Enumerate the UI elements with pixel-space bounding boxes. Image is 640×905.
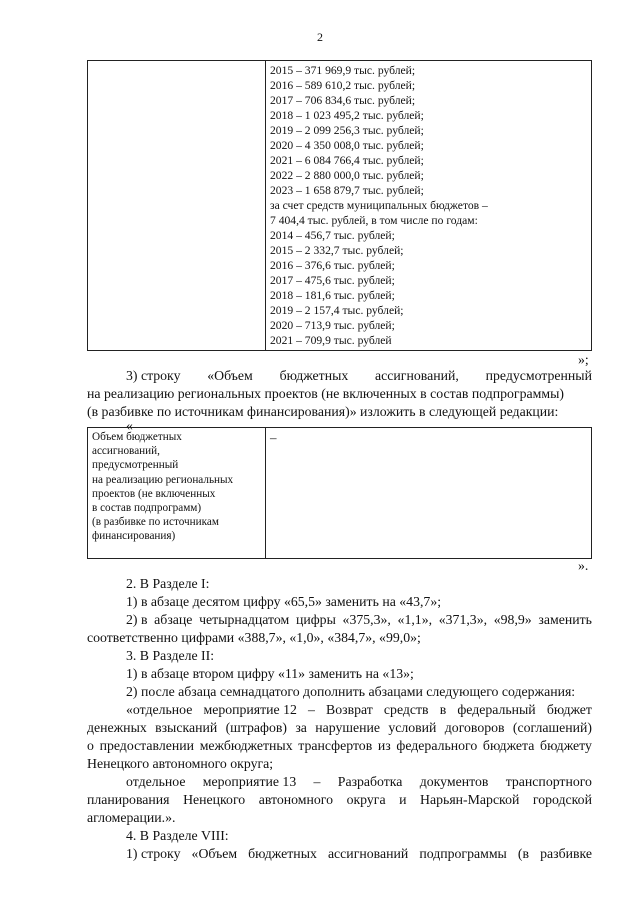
word: трансфертов — [298, 738, 373, 753]
quote2-line3: агломерации.». — [87, 810, 176, 825]
section3-heading: 3. В Разделе II: — [126, 648, 215, 663]
table1-line: 2021 – 6 084 766,4 тыс. рублей; — [270, 154, 424, 167]
word: федеральный — [457, 702, 536, 717]
table2-left-line: Объем бюджетных — [92, 431, 182, 443]
section4-heading: 4. В Разделе VIII: — [126, 828, 229, 843]
table1-line: 2017 – 475,6 тыс. рублей; — [270, 274, 395, 287]
table1-line: 2019 – 2 157,4 тыс. рублей; — [270, 304, 404, 317]
section2-item1: 1) в абзаце десятом цифру «65,5» заменить на «43,7»; — [126, 594, 442, 609]
table2-left-line: ассигнований, — [92, 445, 160, 458]
word: Нарьян-Марской — [420, 792, 520, 807]
word: бюджетных — [248, 846, 317, 861]
table1-line: за счет средств муниципальных бюджетов – — [270, 199, 488, 212]
word: городской — [532, 792, 592, 807]
word: Возврат — [326, 702, 373, 717]
word: Разработка — [337, 774, 403, 789]
table1-left-cell — [88, 61, 266, 351]
word: документов — [419, 774, 489, 789]
table1-line: 2021 – 709,9 тыс. рублей — [270, 334, 392, 347]
word: (в — [517, 846, 530, 861]
word: автономного — [258, 792, 334, 807]
word: за — [295, 720, 307, 735]
section2-item2-line1 — [126, 611, 592, 629]
word: подпрограммы — [419, 846, 507, 861]
word: разбивке — [540, 846, 592, 861]
quote1-line3 — [87, 737, 592, 755]
word: цифры — [295, 612, 336, 627]
para3-line2: на реализацию региональных проектов (не включенных в состав подпрограммы) — [87, 386, 564, 401]
table2-left-line: (в разбивке по источникам — [92, 516, 219, 529]
word: нарушение — [315, 720, 380, 735]
table1-line: 2020 – 713,9 тыс. рублей; — [270, 319, 395, 332]
word: ассигнований — [327, 846, 409, 861]
table2-left-line: проектов (не включенных — [92, 487, 216, 500]
table1-right-cell — [266, 61, 592, 351]
quote1-line4: Ненецкого автономного округа; — [87, 756, 274, 771]
word: четырнадцатом — [199, 612, 290, 627]
word: 2) в — [126, 612, 148, 627]
word: бюджет — [546, 702, 592, 717]
word: ассигнований, — [375, 368, 459, 383]
word: округа — [346, 792, 386, 807]
table2-left-line: финансирования) — [92, 530, 176, 543]
quote1-line1 — [126, 701, 592, 719]
word: Ненецкого — [183, 792, 246, 807]
word: мероприятие 12 — [203, 702, 297, 717]
word: (соглашений) — [512, 720, 592, 735]
word: взысканий — [155, 720, 218, 735]
word: отдельное — [126, 774, 186, 789]
word: заменить — [538, 612, 592, 627]
para3-line3: (в разбивке по источникам финансирования)» изложить в следующей редакции: — [87, 404, 559, 419]
page-number: 2 — [317, 30, 323, 44]
table1-line: 2020 – 4 350 008,0 тыс. рублей; — [270, 139, 424, 152]
table1-line: 7 404,4 тыс. рублей, в том числе по годам: — [270, 214, 478, 227]
table2-left-cell — [88, 428, 266, 559]
word: «Объем — [191, 846, 238, 861]
word: «отдельное — [126, 702, 193, 717]
word: федерального — [396, 738, 478, 753]
section2-heading: 2. В Разделе I: — [126, 576, 210, 591]
word: 3) строку — [126, 368, 181, 383]
table1-line: 2015 – 371 969,9 тыс. рублей; — [270, 64, 416, 77]
word: «371,3», — [438, 612, 488, 627]
word: (штрафов) — [225, 720, 287, 735]
word: из — [377, 738, 391, 753]
word: 1) строку — [126, 846, 181, 861]
word: и — [399, 792, 407, 807]
word: мероприятие 13 — [202, 774, 297, 789]
word: межбюджетных — [199, 738, 293, 753]
word: транспортного — [505, 774, 592, 789]
table1-line: 2019 – 2 099 256,3 тыс. рублей; — [270, 124, 424, 137]
para3-line1 — [126, 367, 592, 385]
table2-left-line: предусмотренный — [92, 459, 179, 472]
word: – — [308, 702, 315, 717]
table1-line: 2017 – 706 834,6 тыс. рублей; — [270, 94, 416, 107]
section3-item1: 1) в абзаце втором цифру «11» заменить на «13»; — [126, 666, 414, 681]
word: денежных — [87, 720, 147, 735]
table1-line: 2018 – 1 023 495,2 тыс. рублей; — [270, 109, 424, 122]
table2-left-line: в состав подпрограмм) — [92, 502, 202, 515]
word: бюджетных — [279, 368, 349, 383]
word: – — [313, 774, 321, 789]
table1-line: 2018 – 181,6 тыс. рублей; — [270, 289, 395, 302]
section3-item2: 2) после абзаца семнадцатого дополнить абзацами следующего содержания: — [126, 684, 576, 699]
word: в — [439, 702, 447, 717]
word: о — [87, 738, 94, 753]
word: предоставлении — [99, 738, 195, 753]
budget-table-continued — [87, 60, 592, 351]
table2-left-lines — [92, 430, 261, 544]
word: «98,9» — [493, 612, 532, 627]
word: «Объем — [207, 368, 253, 383]
word: договоров — [444, 720, 505, 735]
word: бюджету — [540, 738, 592, 753]
table1-line: 2022 – 2 880 000,0 тыс. рублей; — [270, 169, 424, 182]
word: абзаце — [154, 612, 193, 627]
quote2-line2 — [87, 791, 592, 809]
word: средств — [383, 702, 429, 717]
quote2-line1 — [126, 773, 592, 791]
table1-line: 2016 – 589 610,2 тыс. рублей; — [270, 79, 416, 92]
word: условий — [388, 720, 437, 735]
table1-line: 2016 – 376,6 тыс. рублей; — [270, 259, 395, 272]
section4-item1 — [126, 845, 592, 863]
word: планирования — [87, 792, 170, 807]
quote1-line2 — [87, 719, 592, 737]
section2-item2-line2: соответственно цифрами «388,7», «1,0», «384,7», «99,0»; — [87, 630, 421, 645]
budget-table-new — [87, 427, 592, 559]
word: бюджета — [482, 738, 535, 753]
table2-left-line: на реализацию региональных — [92, 473, 234, 486]
table1-lines — [270, 63, 587, 348]
table1-line: 2014 – 456,7 тыс. рублей; — [270, 229, 395, 242]
open-quote: « — [126, 418, 133, 433]
table1-line: 2015 – 2 332,7 тыс. рублей; — [270, 244, 404, 257]
word: предусмотренный — [485, 368, 592, 383]
close-quote-1: »; — [578, 352, 589, 367]
close-quote-2: ». — [578, 558, 589, 573]
word: «375,3», — [342, 612, 391, 627]
table2-right-cell: – — [266, 428, 592, 559]
table1-line: 2023 – 1 658 879,7 тыс. рублей; — [270, 184, 424, 197]
word: «1,1», — [397, 612, 433, 627]
